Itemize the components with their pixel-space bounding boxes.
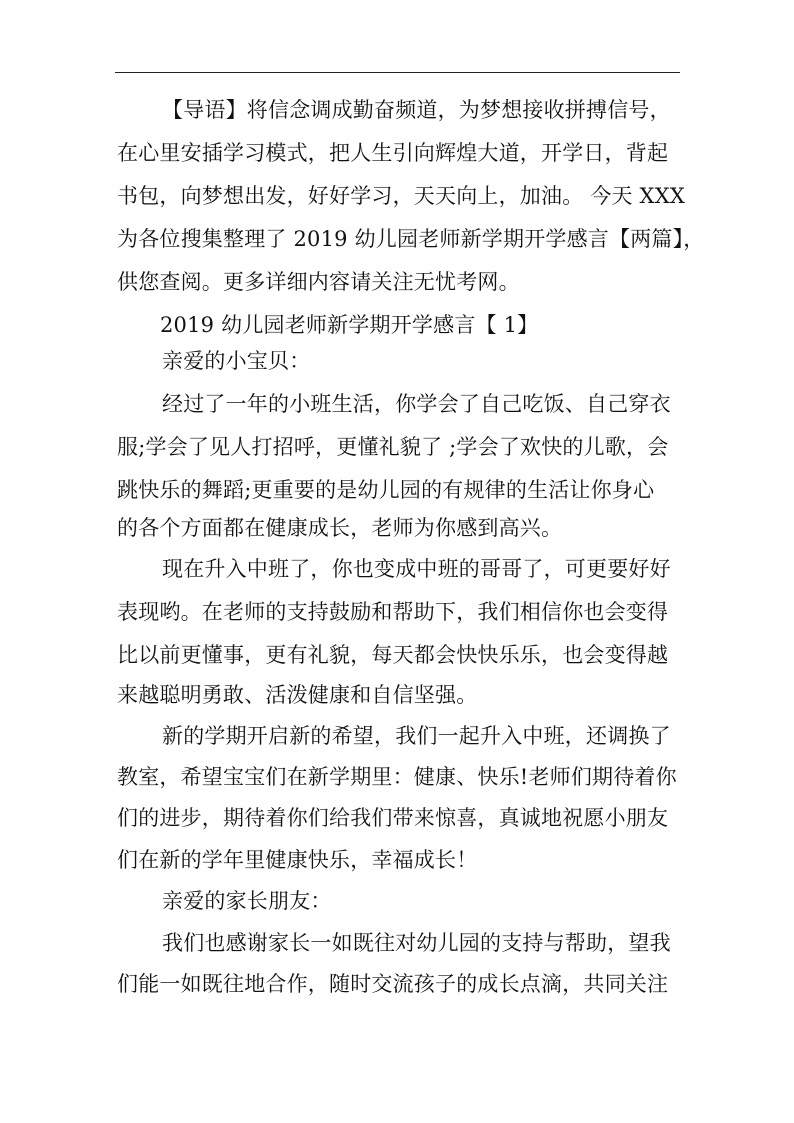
paragraph-2-line-4: 来越聪明勇敢、活泼健康和自信坚强。: [117, 683, 478, 707]
paragraph-3-line-2: 教室，希望宝宝们在新学期里：健康、快乐!老师们期待着你: [117, 765, 677, 789]
intro-line-3: 书包，向梦想出发，好好学习，天天向上，加油。 今天 XXX: [117, 184, 685, 208]
paragraph-4-line-2: 们能一如既往地合作，随时交流孩子的成长点滴，共同关注: [117, 972, 669, 996]
intro-line-1: 【导语】将信念调成勤奋频道，为梦想接收拼搏信号，: [162, 98, 671, 122]
paragraph-1-line-4: 的各个方面都在健康成长，老师为你感到高兴。: [117, 516, 563, 540]
greeting-parents: 亲爱的家长朋友：: [162, 889, 332, 913]
paragraph-1-line-1: 经过了一年的小班生活，你学会了自己吃饭、自己穿衣: [162, 392, 671, 416]
intro-line-4: 为各位搜集整理了 2019 幼儿园老师新学期开学感言【两篇】，: [117, 227, 705, 251]
paragraph-2-line-3: 比以前更懂事，更有礼貌，每天都会快快乐乐，也会变得越: [117, 643, 669, 667]
greeting-children: 亲爱的小宝贝：: [162, 349, 311, 373]
paragraph-4-line-1: 我们也感谢家长一如既往对幼儿园的支持与帮助，望我: [162, 931, 671, 955]
paragraph-3-line-1: 新的学期开启新的希望，我们一起升入中班，还调换了: [162, 724, 671, 748]
paragraph-2-line-1: 现在升入中班了，你也变成中班的哥哥了，可更要好好: [162, 557, 671, 581]
paragraph-3-line-3: 们的进步，期待着你们给我们带来惊喜，真诚地祝愿小朋友: [117, 806, 669, 830]
paragraph-2-line-2: 表现哟。在老师的支持鼓励和帮助下，我们相信你也会变得: [117, 600, 669, 624]
paragraph-1-line-3: 跳快乐的舞蹈;更重要的是幼儿园的有规律的生活让你身心: [117, 478, 655, 502]
section-heading: 2019 幼儿园老师新学期开学感言【 1】: [160, 313, 539, 337]
intro-line-2: 在心里安插学习模式，把人生引向辉煌大道，开学日，背起: [117, 141, 669, 165]
paragraph-3-line-4: 们在新的学年里健康快乐，幸福成长！: [117, 848, 478, 872]
header-rule: [115, 72, 680, 73]
intro-line-5: 供您查阅。更多详细内容请关注无忧考网。: [117, 270, 520, 294]
paragraph-1-line-2: 服;学会了见人打招呼，更懂礼貌了 ;学会了欢快的儿歌，会: [117, 435, 669, 459]
